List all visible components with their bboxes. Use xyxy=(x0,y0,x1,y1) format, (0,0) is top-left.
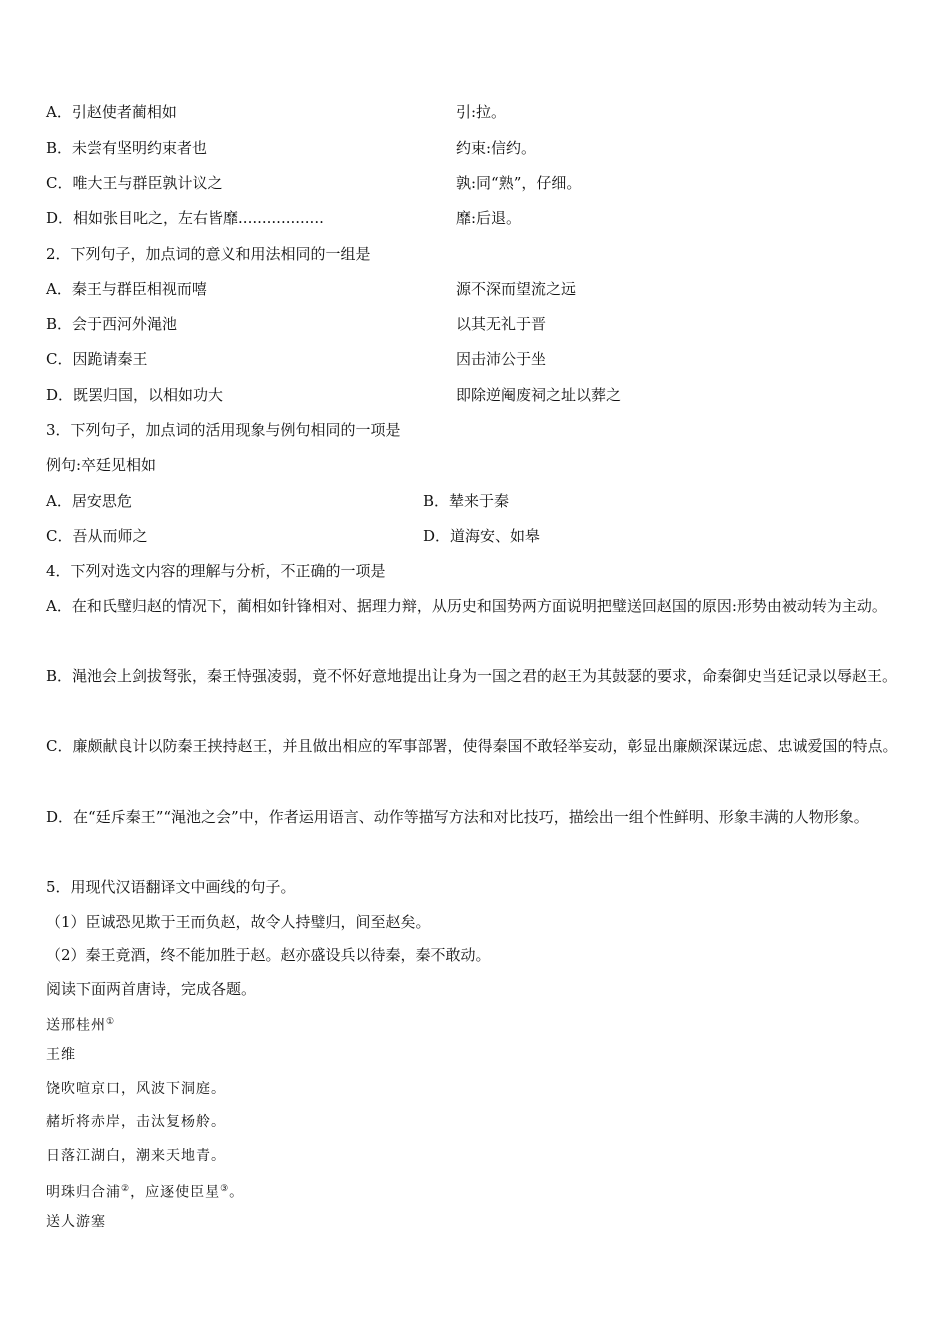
poem1-line-4-c: 。 xyxy=(229,1184,245,1201)
q5-stem: 5．用现代汉语翻译文中画线的句子。 xyxy=(46,878,296,896)
q4-option-a: A．在和氏璧归赵的情况下，蔺相如针锋相对、据理力辩，从历史和国势两方面说明把璧送回赵国的原因:形势由被动转为主动。 xyxy=(46,597,887,615)
q1-option-a-left: A．引赵使者蔺相如 xyxy=(46,103,177,121)
q1-option-d-left: D．相如张目叱之，左右皆靡 xyxy=(46,209,239,227)
q2-option-d xyxy=(46,385,622,405)
q1-option-b-left: B．未尝有坚明约束者也 xyxy=(46,139,208,157)
q4-option-c: C．廉颇献良计以防秦王挟持赵王，并且做出相应的军事部署，使得秦国不敢轻举妄动，彰显出廉颇深谋远虑、忠诚爱国的特点。 xyxy=(46,737,898,755)
q2-option-b-right: 以其无礼于晋 xyxy=(456,315,547,333)
q2-option-c-right: 因击沛公于坐 xyxy=(456,350,547,368)
footnote-marker: ② xyxy=(121,1184,131,1194)
q1-option-b xyxy=(46,138,537,158)
q3-options-row-2 xyxy=(46,526,541,546)
footnote-marker: ③ xyxy=(220,1184,230,1194)
q1-option-a-right: 引:拉。 xyxy=(456,103,507,121)
q2-option-c-left: C．因跪请秦王 xyxy=(46,350,148,368)
q1-option-b-right: 约束:信约。 xyxy=(456,139,537,157)
q1-option-c xyxy=(46,173,582,193)
q1-option-a xyxy=(46,102,507,122)
poem1-line-4-b: ，应逐使臣星 xyxy=(130,1184,221,1201)
poem1-line-3: 日落江湖白，潮来天地青。 xyxy=(46,1148,226,1164)
poem1-title xyxy=(46,1012,115,1036)
q2-option-b-left: B．会于西河外渑池 xyxy=(46,315,178,333)
q3-example: 例句:卒廷见相如 xyxy=(46,456,157,474)
q3-stem: 3．下列句子，加点词的活用现象与例句相同的一项是 xyxy=(46,421,401,439)
q2-option-c xyxy=(46,349,547,369)
poem1-line-1: 饶吹喧京口，风波下洞庭。 xyxy=(46,1081,226,1097)
q2-option-b xyxy=(46,314,547,334)
q5-item-1: （1）臣诚恐见欺于王而负赵，故令人持璧归，间至赵矣。 xyxy=(46,913,431,931)
poem1-line-4 xyxy=(46,1179,244,1203)
emphasis-dots: .................. xyxy=(238,209,324,227)
q4-option-d: D．在“廷斥秦王”“渑池之会”中，作者运用语言、动作等描写方法和对比技巧，描绘出一组个性鲜明、形象丰满的人物形象。 xyxy=(46,808,869,826)
poem2-title: 送人游塞 xyxy=(46,1214,106,1230)
q2-option-a xyxy=(46,279,577,299)
poem1-line-2: 赭圻将赤岸，击汰复杨舲。 xyxy=(46,1114,226,1130)
q3-options-row-1 xyxy=(46,491,510,511)
q2-stem: 2．下列句子，加点词的意义和用法相同的一组是 xyxy=(46,245,371,263)
q4-stem: 4．下列对选文内容的理解与分析，不正确的一项是 xyxy=(46,562,386,580)
footnote-marker: ① xyxy=(106,1017,116,1027)
q4-option-b: B．渑池会上剑拔弩张，秦王恃强凌弱，竟不怀好意地提出让身为一国之君的赵王为其鼓瑟的要求，命秦御史当廷记录以辱赵王。 xyxy=(46,667,898,685)
q2-option-d-left: D．既罢归国，以相如功大 xyxy=(46,386,224,404)
q3-option-a: A．居安思危 xyxy=(46,492,132,510)
poem1-title-text: 送邢桂州 xyxy=(46,1017,106,1034)
q5-item-2: （2）秦王竟酒，终不能加胜于赵。赵亦盛设兵以待秦，秦不敢动。 xyxy=(46,946,491,964)
poem1-line-4-a: 明珠归合浦 xyxy=(46,1184,121,1201)
q1-option-d xyxy=(46,208,522,228)
q1-option-d-right: 靡:后退。 xyxy=(456,209,522,227)
q3-option-c: C．吾从而师之 xyxy=(46,527,148,545)
q2-option-a-left: A．秦王与群臣相视而嘻 xyxy=(46,280,207,298)
q1-option-c-right: 孰:同“熟”，仔细。 xyxy=(456,174,582,192)
q3-option-d: D．道海安、如皋 xyxy=(423,527,541,545)
q2-option-d-right: 即除逆阉废祠之址以葬之 xyxy=(456,386,622,404)
reading-intro: 阅读下面两首唐诗，完成各题。 xyxy=(46,980,257,998)
poem1-author: 王维 xyxy=(46,1047,76,1063)
q1-option-c-left: C．唯大王与群臣孰计议之 xyxy=(46,174,223,192)
q2-option-a-right: 源不深而望流之远 xyxy=(456,280,577,298)
q3-option-b: B．辇来于秦 xyxy=(423,492,510,510)
